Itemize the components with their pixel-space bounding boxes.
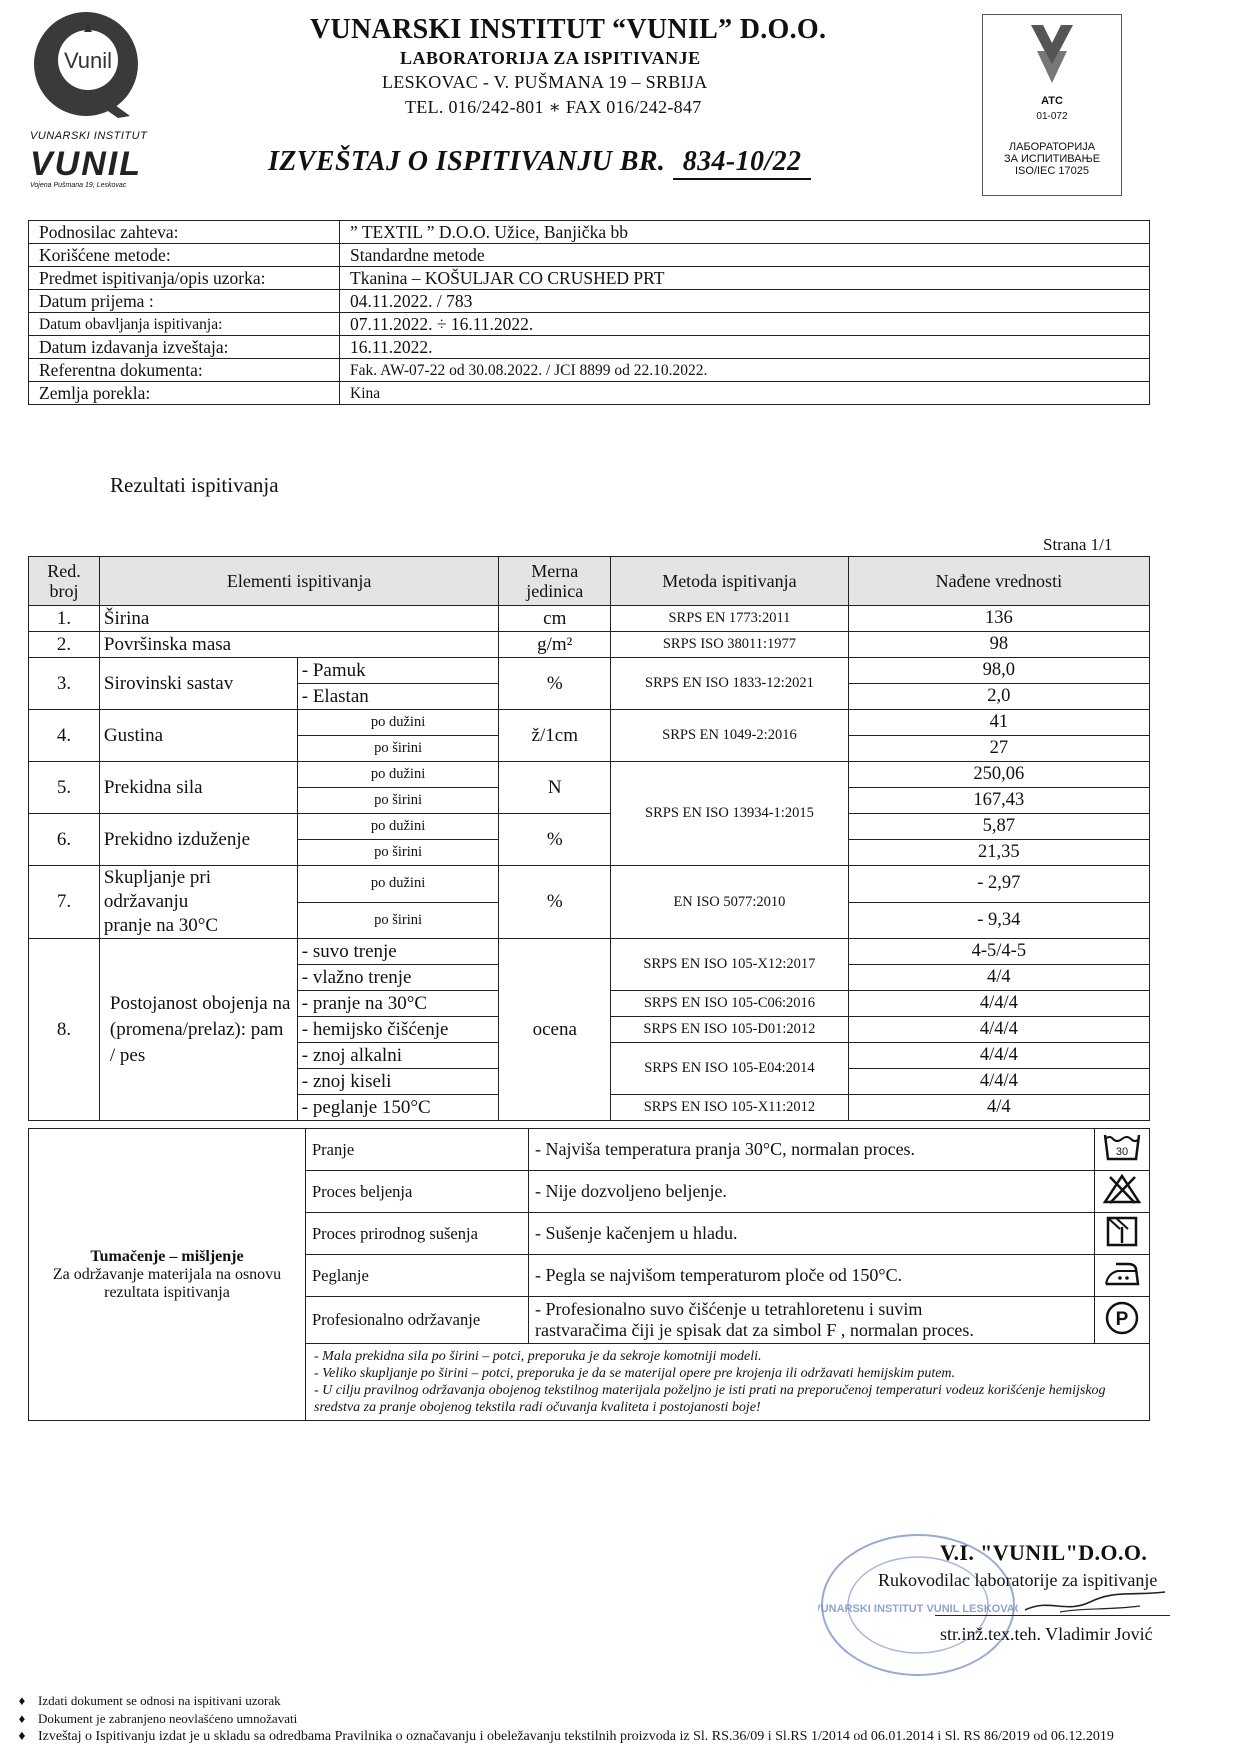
row-subelement: - peglanje 150°C: [297, 1095, 499, 1121]
row-element-line1: Skupljanje pri održavanju: [103, 867, 212, 912]
row-element-line2: pranje na 30°C: [103, 915, 219, 936]
row-subelement: - znoj kiseli: [297, 1069, 499, 1095]
row-value: 4/4/4: [848, 1043, 1149, 1069]
row-value: 167,43: [848, 788, 1149, 814]
row-element: Sirovinski sastav: [99, 658, 297, 710]
logo-address: Vojena Pušmana 19, Leskovac: [30, 182, 127, 189]
row-value: 5,87: [848, 814, 1149, 840]
row-value: 4/4/4: [848, 1017, 1149, 1043]
results-title: Rezultati ispitivanja: [110, 473, 279, 497]
dry-clean-p-icon: [1095, 1297, 1150, 1344]
footer-text: Izveštaj o Ispitivanju izdat je u skladu sa odredbama Pravilnika o označavanju i obeležavanju tekstilnih proizvoda iz Sl. RS.36/09 i Sl.RS 1/2014 od 06.01.2014 i Sl. RS 86/2019 od 06.12.2019: [38, 1729, 1114, 1744]
row-unit: %: [499, 814, 611, 866]
bullet-icon: ♦: [18, 1729, 26, 1744]
iron-two-dots-icon: [1095, 1255, 1150, 1297]
row-element: Širina: [99, 606, 498, 632]
footer-note: [6, 1711, 297, 1727]
care-label: Profesionalno održavanje: [306, 1297, 529, 1344]
interpretation-title: Tumačenje – mišljenje: [90, 1247, 244, 1265]
row-direction: po dužini: [297, 814, 499, 840]
accreditation-badge: [982, 14, 1122, 196]
bullet-icon: ♦: [18, 1711, 26, 1726]
accreditation-code: 01-072: [1036, 111, 1068, 122]
row-unit: N: [499, 762, 611, 814]
request-info-table: [28, 220, 1150, 405]
row-unit: ž/1cm: [499, 710, 611, 762]
row-number: 8.: [29, 939, 100, 1121]
results-table: [28, 556, 1150, 1121]
signatory-name: str.inž.tex.teh. Vladimir Jović: [940, 1624, 1153, 1644]
row-method: SRPS EN ISO 13934-1:2015: [611, 762, 849, 866]
row-method: EN ISO 5077:2010: [611, 866, 849, 939]
note-item: - U cilju pravilnog održavanja obojenog tekstilnog materijala poželjno je isti prati na preporučenoj temperaturi vodeuz korišćenje hemijskog sredstva za pranje obojenog tekstila radi očuvanja kvaliteta i postojanosti boje!: [314, 1383, 1106, 1415]
footer-text: Dokument je zabranjeno neovlašćeno umnožavati: [38, 1711, 298, 1726]
row-method: SRPS EN ISO 105-E04:2014: [611, 1043, 849, 1095]
row-subelement: - Pamuk: [297, 658, 499, 684]
care-text: - Najviša temperatura pranja 30°C, normalan proces.: [529, 1129, 1095, 1171]
row-unit: g/m²: [499, 632, 611, 658]
info-row: [29, 221, 1150, 244]
row-value: 98,0: [848, 658, 1149, 684]
info-value: 07.11.2022. ÷ 16.11.2022.: [340, 313, 1150, 336]
row-subelement: - pranje na 30°C: [297, 991, 499, 1017]
row-value: 41: [848, 710, 1149, 736]
accreditation-icon: [1023, 21, 1081, 91]
info-key: Korišćene metode:: [29, 244, 340, 267]
col-header-elementi: Elementi ispitivanja: [99, 557, 498, 606]
row-subelement: - znoj alkalni: [297, 1043, 499, 1069]
row-number: 1.: [29, 606, 100, 632]
report-title: [268, 146, 811, 180]
care-text: - Pegla se najvišom temperaturom ploče od 150°C.: [529, 1255, 1095, 1297]
row-unit: cm: [499, 606, 611, 632]
row-subelement: - hemijsko čišćenje: [297, 1017, 499, 1043]
row-subelement: - suvo trenje: [297, 939, 499, 965]
col-header-red-broj: Red. broj: [29, 557, 100, 606]
row-value: 21,35: [848, 840, 1149, 866]
col-header-merna: Merna jedinica: [499, 557, 611, 606]
row-direction: po dužini: [297, 866, 499, 903]
info-key: Podnosilac zahteva:: [29, 221, 340, 244]
care-text-line2: rastvaračima čiji je spisak dat za simbol F , normalan proces.: [535, 1320, 974, 1340]
table-row: [29, 710, 1150, 736]
info-value: Tkanina – KOŠULJAR CO CRUSHED PRT: [340, 267, 1150, 290]
bullet-icon: ♦: [18, 1693, 26, 1708]
table-row: [29, 814, 1150, 840]
info-row: [29, 290, 1150, 313]
table-row: [29, 762, 1150, 788]
row-direction: po dužini: [297, 710, 499, 736]
row-method: SRPS EN ISO 105-C06:2016: [611, 991, 849, 1017]
organization-phone: TEL. 016/242-801 ∗ FAX 016/242-847: [405, 97, 702, 117]
row-method: SRPS EN ISO 105-D01:2012: [611, 1017, 849, 1043]
row-number: 7.: [29, 866, 100, 939]
table-row: [29, 939, 1150, 965]
col-header-vrednosti: Nađene vrednosti: [848, 557, 1149, 606]
care-label: Peglanje: [306, 1255, 529, 1297]
info-row: [29, 313, 1150, 336]
row-value: - 9,34: [848, 902, 1149, 939]
row-direction: po širini: [297, 902, 499, 939]
footer-note: [6, 1693, 281, 1709]
row-subelement: - Elastan: [297, 684, 499, 710]
interpretation-notes: [306, 1344, 1150, 1421]
row-number: 3.: [29, 658, 100, 710]
info-key: Referentna dokumenta:: [29, 359, 340, 382]
row-method: SRPS EN 1049-2:2016: [611, 710, 849, 762]
row-unit: %: [499, 866, 611, 939]
row-method: SRPS EN ISO 1833-12:2021: [611, 658, 849, 710]
row-element: Gustina: [99, 710, 297, 762]
row-method: SRPS EN ISO 105-X11:2012: [611, 1095, 849, 1121]
row-method: SRPS EN 1773:2011: [611, 606, 849, 632]
info-row: [29, 382, 1150, 405]
row-number: 4.: [29, 710, 100, 762]
row-subelement: - vlažno trenje: [297, 965, 499, 991]
info-row: [29, 359, 1150, 382]
table-row: [29, 632, 1150, 658]
organization-name: VUNARSKI INSTITUT “VUNIL” D.O.O.: [310, 14, 827, 45]
info-key: Zemlja porekla:: [29, 382, 340, 405]
report-title-label: IZVEŠTAJ O ISPITIVANJU BR.: [268, 146, 666, 177]
row-value: 250,06: [848, 762, 1149, 788]
footer-note: [6, 1729, 1166, 1744]
row-element: Prekidno izduženje: [99, 814, 297, 866]
care-label: Proces beljenja: [306, 1171, 529, 1213]
row-number: 2.: [29, 632, 100, 658]
care-label: Proces prirodnog sušenja: [306, 1213, 529, 1255]
care-row: [29, 1129, 1150, 1171]
info-key: Datum obavljanja ispitivanja:: [29, 313, 340, 336]
logo-wordmark: VUNIL: [30, 145, 142, 183]
care-text-line1: - Profesionalno suvo čišćenje u tetrahloretenu i suvim: [535, 1299, 923, 1319]
info-value: ” TEXTIL ” D.O.O. Užice, Banjička bb: [340, 221, 1150, 244]
row-number: 5.: [29, 762, 100, 814]
line-dry-shade-icon: [1095, 1213, 1150, 1255]
info-value: Fak. AW-07-22 od 30.08.2022. / JCI 8899 od 22.10.2022.: [340, 359, 1150, 382]
no-bleach-icon: [1095, 1171, 1150, 1213]
row-value: 2,0: [848, 684, 1149, 710]
footer-text: Izdati dokument se odnosi na ispitivani uzorak: [38, 1693, 281, 1708]
info-value: 04.11.2022. / 783: [340, 290, 1150, 313]
dry-clean-letter: P: [1115, 1308, 1129, 1330]
signature-line: [935, 1615, 1170, 1616]
row-element: [99, 866, 297, 939]
row-method: SRPS ISO 38011:1977: [611, 632, 849, 658]
interpretation-subtitle: Za održavanje materijala na osnovu rezultata ispitivanja: [52, 1265, 282, 1301]
note-item: - Mala prekidna sila po širini – potci, preporuka je da sekroje komotniji modeli.: [314, 1349, 762, 1364]
info-value: Standardne metode: [340, 244, 1150, 267]
care-text: - Sušenje kačenjem u hladu.: [529, 1213, 1095, 1255]
logo-subtitle: VUNARSKI INSTITUT: [30, 130, 148, 142]
signature-role: Rukovodilac laboratorije za ispitivanje: [878, 1570, 1158, 1590]
care-text: [529, 1297, 1095, 1344]
row-value: 27: [848, 736, 1149, 762]
accreditation-lab-line2: ЗА ИСПИТИВАЊЕ: [1003, 153, 1101, 165]
row-direction: po dužini: [297, 762, 499, 788]
info-value: 16.11.2022.: [340, 336, 1150, 359]
row-value: 4-5/4-5: [848, 939, 1149, 965]
table-row: [29, 658, 1150, 684]
wash-30-icon: [1095, 1129, 1150, 1171]
accreditation-standard: ISO/IEC 17025: [1015, 165, 1089, 177]
table-row: [29, 866, 1150, 903]
row-element: Postojanost obojenja na (promena/prelaz): pam / pes: [99, 939, 297, 1121]
row-value: 98: [848, 632, 1149, 658]
interpretation-table: [28, 1128, 1150, 1421]
info-value: Kina: [340, 382, 1150, 405]
report-number: 834-10/22: [673, 146, 812, 180]
organization-address: LESKOVAC - V. PUŠMANA 19 – SRBIJA: [382, 72, 708, 92]
row-element: Površinska masa: [99, 632, 498, 658]
accreditation-lab: [983, 141, 1121, 177]
row-method: SRPS EN ISO 105-X12:2017: [611, 939, 849, 991]
accreditation-lab-line1: ЛАБОРАТОРИЈА: [1008, 141, 1096, 153]
row-direction: po širini: [297, 736, 499, 762]
wash-temperature: 30: [1115, 1146, 1129, 1158]
institute-logo: [30, 8, 142, 120]
row-unit: %: [499, 658, 611, 710]
info-row: [29, 267, 1150, 290]
info-key: Datum prijema :: [29, 290, 340, 313]
table-row: [29, 606, 1150, 632]
row-value: 4/4: [848, 1095, 1149, 1121]
row-value: 136: [848, 606, 1149, 632]
care-label: Pranje: [306, 1129, 529, 1171]
care-text: - Nije dozvoljeno beljenje.: [529, 1171, 1095, 1213]
row-number: 6.: [29, 814, 100, 866]
page-number: Strana 1/1: [1043, 535, 1113, 554]
interpretation-heading: [29, 1129, 306, 1421]
row-unit: ocena: [499, 939, 611, 1121]
note-item: - Veliko skupljanje po širini – potci, preporuka je da se materijal opere pre krojenja ili održavati hemijskim putem.: [314, 1366, 956, 1381]
row-value: 4/4/4: [848, 991, 1149, 1017]
row-value: 4/4: [848, 965, 1149, 991]
info-row: [29, 336, 1150, 359]
info-key: Datum izdavanja izveštaja:: [29, 336, 340, 359]
signature-organization: V.I. "VUNIL"D.O.O.: [940, 1540, 1148, 1565]
info-key: Predmet ispitivanja/opis uzorka:: [29, 267, 340, 290]
stamp-text: VUNARSKI INSTITUT VUNIL LESKOVAC: [818, 1603, 1018, 1615]
row-value: 4/4/4: [848, 1069, 1149, 1095]
results-header-row: [29, 557, 1150, 606]
row-direction: po širini: [297, 840, 499, 866]
row-direction: po širini: [297, 788, 499, 814]
row-element: Prekidna sila: [99, 762, 297, 814]
accreditation-atc: ATC: [1041, 95, 1063, 107]
col-header-metoda: Metoda ispitivanja: [611, 557, 849, 606]
row-value: - 2,97: [848, 866, 1149, 903]
handwritten-signature: [1020, 1588, 1170, 1618]
laboratory-name: LABORATORIJA ZA ISPITIVANJE: [400, 48, 701, 68]
logo-letters: Vunil: [63, 48, 113, 73]
info-row: [29, 244, 1150, 267]
